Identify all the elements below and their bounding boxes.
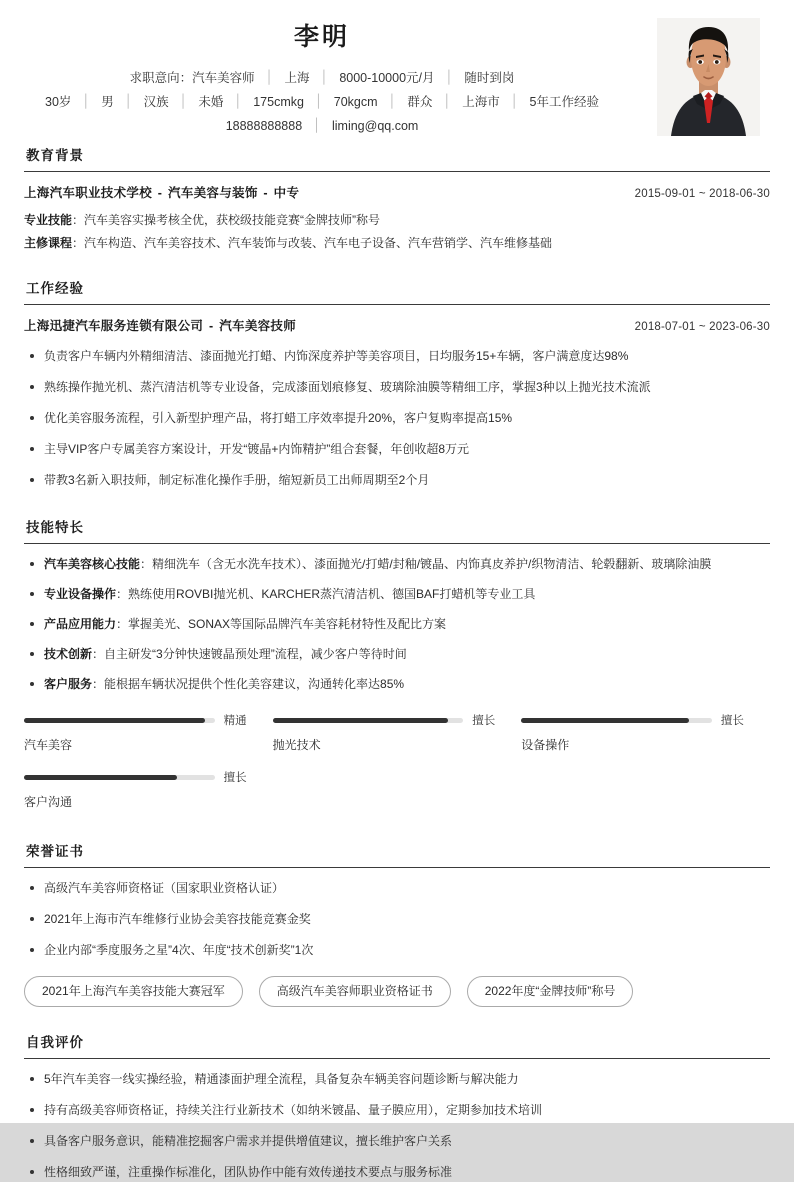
- education-entry-head: [24, 183, 770, 204]
- section-title-work: 工作经验: [24, 269, 770, 305]
- meta-item: 群众: [407, 95, 433, 109]
- meta-item: 8000-10000元/月: [339, 71, 435, 85]
- meta-item: 5年工作经验: [529, 95, 599, 109]
- meta-item: 上海市: [462, 95, 500, 109]
- section-body-self-eval: [24, 1059, 770, 1182]
- section-skills: [24, 508, 770, 826]
- skill-name-2: 设备操作: [521, 738, 570, 752]
- section-work: [24, 269, 770, 490]
- skill-bar-row-3: [24, 769, 247, 785]
- status-badge: 2021年上海汽车美容技能大赛冠军: [24, 976, 243, 1007]
- section-title-education: 教育背景: [24, 136, 770, 172]
- section-body-honors: [24, 868, 770, 1007]
- list-item: 熟练操作抛光机、蒸汽清洁机等专业设备，完成漆面划痕修复、玻璃除油膜等精细工序，掌握3种以上抛光技术流派: [24, 378, 770, 397]
- education-detail-1-text: 汽车构造、汽车美容技术、汽车装饰与改装、汽车电子设备、汽车营销学、汽车维修基础: [84, 236, 553, 250]
- section-body-skills: [24, 544, 770, 826]
- list-item: 高级汽车美容师资格证（国家职业资格认证）: [24, 879, 770, 898]
- skill-bar-row-2: [521, 712, 744, 728]
- meta-item: 男: [101, 95, 114, 109]
- portrait-photo-icon: [657, 18, 760, 136]
- list-item: 客户服务：能根据车辆状况提供个性化美容建议，沟通转化率达85%: [24, 675, 770, 694]
- meta-item: 175cmkg: [253, 95, 304, 109]
- list-item: 5年汽车美容一线实操经验，精通漆面护理全流程，具备复杂车辆美容问题诊断与解决能力: [24, 1070, 770, 1089]
- skill-label-1: 专业设备操作: [44, 587, 117, 601]
- skill-level-0: 精通: [223, 715, 247, 727]
- meta-separator: │: [313, 118, 321, 132]
- skill-text-2: 掌握美光、SONAX等国际品牌汽车美容耗材特性及配比方案: [128, 617, 447, 631]
- skill-bar-2: [521, 712, 770, 753]
- work-role: 汽车美容技师: [219, 319, 297, 333]
- meta-item: 18888888888: [225, 119, 303, 133]
- list-item: 技术创新：自主研发“3分钟快速镀晶预处理”流程，减少客户等待时间: [24, 645, 770, 664]
- skill-label-3: 技术创新: [44, 647, 93, 661]
- list-item: 2021年上海市汽车维修行业协会美容技能竞赛金奖: [24, 910, 770, 929]
- skill-progress-fill-1: [273, 718, 448, 723]
- skill-text-3: 自主研发“3分钟快速镀晶预处理”流程，减少客户等待时间: [104, 647, 407, 661]
- self-eval-bullet-list: [24, 1070, 770, 1182]
- work-company: 上海迅捷汽车服务连锁有限公司: [24, 319, 204, 333]
- work-bullet-list: [24, 347, 770, 490]
- skill-level-3: 擅长: [223, 772, 247, 784]
- resume-header: [24, 0, 770, 132]
- skill-progress-track-2: [521, 718, 712, 723]
- meta-separator: │: [265, 70, 274, 84]
- skills-bullet-list: [24, 555, 770, 694]
- education-school: 上海汽车职业技术学校: [24, 186, 153, 200]
- meta-separator: │: [388, 94, 397, 108]
- skill-bar-1: [273, 712, 522, 753]
- meta-item: 上海: [284, 71, 310, 85]
- meta-separator: │: [234, 94, 243, 108]
- meta-item: 汉族: [143, 95, 169, 109]
- list-item: 具备客户服务意识，能精准挖掘客户需求并提供增值建议，擅长维护客户关系: [24, 1132, 770, 1151]
- meta-item: 随时到岗: [464, 71, 515, 85]
- education-entry-title: 上海汽车职业技术学校 - 汽车美容与装饰 - 中专: [24, 186, 300, 200]
- skill-bar-group: [24, 712, 770, 826]
- list-item: 产品应用能力：掌握美光、SONAX等国际品牌汽车美容耗材特性及配比方案: [24, 615, 770, 634]
- skill-name-1: 抛光技术: [272, 738, 321, 752]
- page-title: 李明: [293, 23, 350, 51]
- skill-label-4: 客户服务: [44, 677, 93, 691]
- skill-text-1: 熟练使用ROVBI抛光机、KARCHER蒸汽清洁机、德国BAF打蜡机等专业工具: [128, 587, 536, 601]
- list-item: 持有高级美容师资格证，持续关注行业新技术（如纳米镀晶、量子膜应用），定期参加技术培训: [24, 1101, 770, 1120]
- section-title-self-eval: 自我评价: [24, 1023, 770, 1059]
- meta-separator: │: [443, 94, 452, 108]
- skill-progress-track-3: [24, 775, 215, 780]
- section-body-work: [24, 305, 770, 490]
- work-entry-head: [24, 316, 770, 337]
- skill-bar-0: [24, 712, 273, 753]
- section-title-skills: 技能特长: [24, 508, 770, 544]
- education-major: 汽车美容与装饰: [168, 186, 258, 200]
- list-item: 负责客户车辆内外精细清洁、漆面抛光打蜡、内饰深度养护等美容项目，日均服务15+车辆，客户满意度达98%: [24, 347, 770, 366]
- skill-name-0: 汽车美容: [24, 738, 73, 752]
- skill-level-1: 擅长: [472, 715, 496, 727]
- meta-item: 30岁: [45, 95, 72, 109]
- education-detail-0-label: 专业技能: [24, 213, 73, 227]
- education-date: 2015-09-01 ~ 2018-06-30: [634, 188, 770, 200]
- skill-progress-track-0: [24, 718, 215, 723]
- honor-tag-group: [24, 976, 770, 1007]
- meta-separator: │: [510, 94, 519, 108]
- education-detail-1-label: 主修课程: [24, 236, 73, 250]
- section-education: [24, 136, 770, 255]
- list-item: 性格细致严谨，注重操作标准化，团队协作中能有效传递技术要点与服务标准: [24, 1163, 770, 1182]
- meta-separator: │: [445, 70, 454, 84]
- section-self-eval: [24, 1023, 770, 1182]
- section-title-honors: 荣誉证书: [24, 832, 770, 868]
- meta-item: 求职意向：汽车美容师: [129, 71, 255, 85]
- skill-label-2: 产品应用能力: [44, 617, 117, 631]
- skill-name-3: 客户沟通: [24, 795, 73, 809]
- education-detail-1: 主修课程：汽车构造、汽车美容技术、汽车装饰与改装、汽车电子设备、汽车营销学、汽车维修基础: [24, 236, 553, 250]
- meta-separator: │: [124, 94, 133, 108]
- list-item: 汽车美容核心技能：精细洗车（含无水洗车技术）、漆面抛光/打蜡/封釉/镀晶、内饰真皮养护/织物清洁、轮毂翻新、玻璃除油膜: [24, 555, 770, 574]
- avatar: [657, 18, 760, 136]
- honors-bullet-list: [24, 879, 770, 960]
- skill-level-2: 擅长: [720, 715, 744, 727]
- meta-item: liming@qq.com: [331, 119, 419, 133]
- meta-item: 未婚: [198, 95, 224, 109]
- skill-progress-fill-2: [521, 718, 689, 723]
- meta-separator: │: [82, 94, 91, 108]
- meta-separator: │: [179, 94, 188, 108]
- work-entry-title: 上海迅捷汽车服务连锁有限公司 - 汽车美容技师: [24, 319, 297, 333]
- skill-progress-track-1: [273, 718, 464, 723]
- skill-bar-row-1: [273, 712, 496, 728]
- status-badge: 2022年度“金牌技师”称号: [467, 976, 634, 1007]
- meta-line-3: [24, 114, 620, 138]
- skill-label-0: 汽车美容核心技能: [44, 557, 141, 571]
- skill-text-4: 能根据车辆状况提供个性化美容建议，沟通转化率达85%: [104, 677, 405, 691]
- skill-progress-fill-0: [24, 718, 205, 723]
- skill-bar-row-0: [24, 712, 247, 728]
- section-body-education: [24, 172, 770, 255]
- meta-separator: │: [320, 70, 329, 84]
- list-item: 带教3名新入职技师，制定标准化操作手册，缩短新员工出师周期至2个月: [24, 471, 770, 490]
- status-badge: 高级汽车美容师职业资格证书: [259, 976, 451, 1007]
- meta-separator: │: [314, 94, 323, 108]
- skill-text-0: 精细洗车（含无水洗车技术）、漆面抛光/打蜡/封釉/镀晶、内饰真皮养护/织物清洁、轮毂翻新、玻璃除油膜: [152, 557, 712, 571]
- skill-bar-3: [24, 769, 273, 810]
- work-date: 2018-07-01 ~ 2023-06-30: [634, 321, 770, 333]
- list-item: 企业内部“季度服务之星”4次、年度“技术创新奖”1次: [24, 941, 770, 960]
- section-honors: [24, 832, 770, 1007]
- education-detail-0: 专业技能：汽车美容实操考核全优，获校级技能竞赛“金牌技师”称号: [24, 213, 381, 227]
- list-item: 优化美容服务流程，引入新型护理产品，将打蜡工序效率提升20%，客户复购率提高15%: [24, 409, 770, 428]
- meta-line-1: [24, 66, 620, 90]
- education-degree: 中专: [273, 186, 300, 200]
- meta-line-2: [24, 90, 620, 114]
- education-detail-0-text: 汽车美容实操考核全优，获校级技能竞赛“金牌技师”称号: [84, 213, 381, 227]
- skill-progress-fill-3: [24, 775, 177, 780]
- meta-item: 70kgcm: [333, 95, 378, 109]
- list-item: 主导VIP客户专属美容方案设计，开发“镀晶+内饰精护”组合套餐，年创收超8万元: [24, 440, 770, 459]
- list-item: 专业设备操作：熟练使用ROVBI抛光机、KARCHER蒸汽清洁机、德国BAF打蜡机等专业工具: [24, 585, 770, 604]
